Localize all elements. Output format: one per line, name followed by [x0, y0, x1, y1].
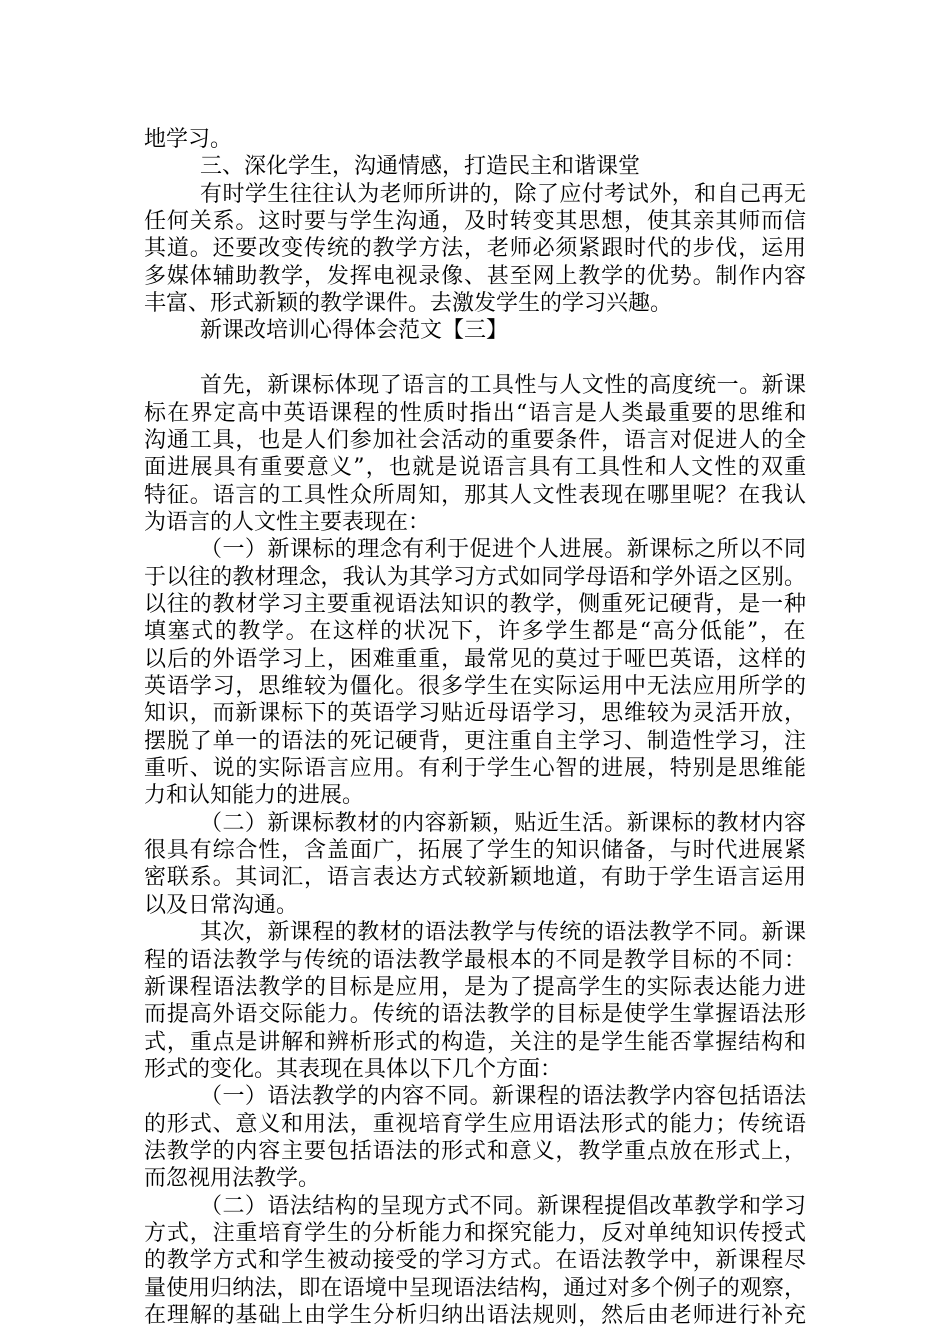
text-line: 面进展具有重要意义”，也就是说语言具有工具性和人文性的双重 [144, 455, 808, 481]
text-line: 填塞式的教学。在这样的状况下，许多学生都是“高分低能”，在 [144, 619, 808, 645]
text-line: 很具有综合性，含盖面广，拓展了学生的知识储备，与时代进展紧 [144, 838, 807, 864]
text-line: （二）语法结构的呈现方式不同。新课程提倡改革教学和学习 [200, 1193, 807, 1219]
text-line: 方式，注重培育学生的分析能力和探究能力，反对单纯知识传授式 [144, 1221, 807, 1246]
text-line: 英语学习，思维较为僵化。很多学生在实际运用中无法应用所学的 [144, 674, 807, 699]
text-line: 的教学方式和学生被动接受的学习方式。在语法教学中，新课程尽 [144, 1248, 807, 1274]
text-line: 程的语法教学与传统的语法教学最根本的不同是教学目标的不同： [144, 947, 807, 973]
text-line: 而忽视用法教学。 [144, 1166, 321, 1192]
text-line: 形式的变化。其表现在具体以下几个方面： [144, 1056, 563, 1082]
text-line: 其次，新课程的教材的语法教学与传统的语法教学不同。新课 [200, 920, 807, 946]
text-line: （一）语法教学的内容不同。新课程的语法教学内容包括语法 [200, 1084, 807, 1110]
text-line: 多媒体辅助教学，发挥电视录像、甚至网上教学的优势。制作内容 [144, 263, 807, 289]
text-line: 重听、说的实际语言应用。有利于学生心智的进展，特别是思维能 [144, 756, 807, 782]
text-line: 三、深化学生，沟通情感，打造民主和谐课堂 [200, 154, 641, 180]
text-line: 以往的教材学习主要重视语法知识的教学，侧重死记硬背，是一种 [144, 591, 807, 617]
text-line: 式，重点是讲解和辨析形式的构造，关注的是学生能否掌握结构和 [144, 1029, 807, 1055]
text-line: 力和认知能力的进展。 [144, 783, 365, 809]
text-line: 其道。还要改变传统的教学方法，老师必须紧跟时代的步伐，运用 [144, 236, 807, 262]
text-line: 量使用归纳法，即在语境中呈现语法结构，通过对多个例子的观察， [144, 1275, 807, 1301]
text-line: 特征。语言的工具性众所周知，那其人文性表现在哪里呢？在我认 [144, 482, 807, 508]
text-line: 以后的外语学习上，困难重重，最常见的莫过于哑巴英语，这样的 [144, 646, 807, 672]
text-line: 新课改培训心得体会范文【三】 [200, 318, 509, 344]
text-line: 标在界定高中英语课程的性质时指出“语言是人类最重要的思维和 [144, 400, 808, 426]
text-line: 地学习。 [144, 127, 233, 152]
text-line: 于以往的教材理念，我认为其学习方式如同学母语和学外语之区别。 [144, 564, 807, 590]
text-line: 新课程语法教学的目标是应用，是为了提高学生的实际表达能力进 [144, 974, 807, 1000]
text-line: 沟通工具，也是人们参加社会活动的重要条件，语言对促进人的全 [144, 427, 807, 453]
text-line: （一）新课标的理念有利于促进个人进展。新课标之所以不同 [200, 537, 807, 563]
text-line: 摆脱了单一的语法的死记硬背，更注重自主学习、制造性学习，注 [144, 728, 807, 754]
text-line: 的形式、意义和用法，重视培育学生应用语法形式的能力；传统语 [144, 1111, 807, 1137]
text-line: 知识，而新课标下的英语学习贴近母语学习，思维较为灵活开放， [144, 701, 807, 727]
text-line: 法教学的内容主要包括语法的形式和意义，教学重点放在形式上， [144, 1138, 807, 1164]
text-line: 在理解的基础上由学生分析归纳出语法规则，然后由老师进行补充 [144, 1303, 807, 1329]
text-line: 有时学生往往认为老师所讲的，除了应付考试外，和自己再无 [200, 181, 807, 207]
text-line: 任何关系。这时要与学生沟通，及时转变其思想，使其亲其师而信 [144, 209, 807, 235]
text-line: 以及日常沟通。 [144, 892, 299, 918]
text-line: 丰富、形式新颖的教学课件。去激发学生的学习兴趣。 [144, 291, 673, 317]
text-line: 密联系。其词汇，语言表达方式较新颖地道，有助于学生语言运用 [144, 865, 807, 891]
text-line: 为语言的人文性主要表现在： [144, 509, 431, 535]
text-line: 而提高外语交际能力。传统的语法教学的目标是使学生掌握语法形 [144, 1002, 807, 1028]
text-line: （二）新课标教材的内容新颖，贴近生活。新课标的教材内容 [200, 810, 807, 836]
text-line: 首先，新课标体现了语言的工具性与人文性的高度统一。新课 [200, 373, 807, 399]
